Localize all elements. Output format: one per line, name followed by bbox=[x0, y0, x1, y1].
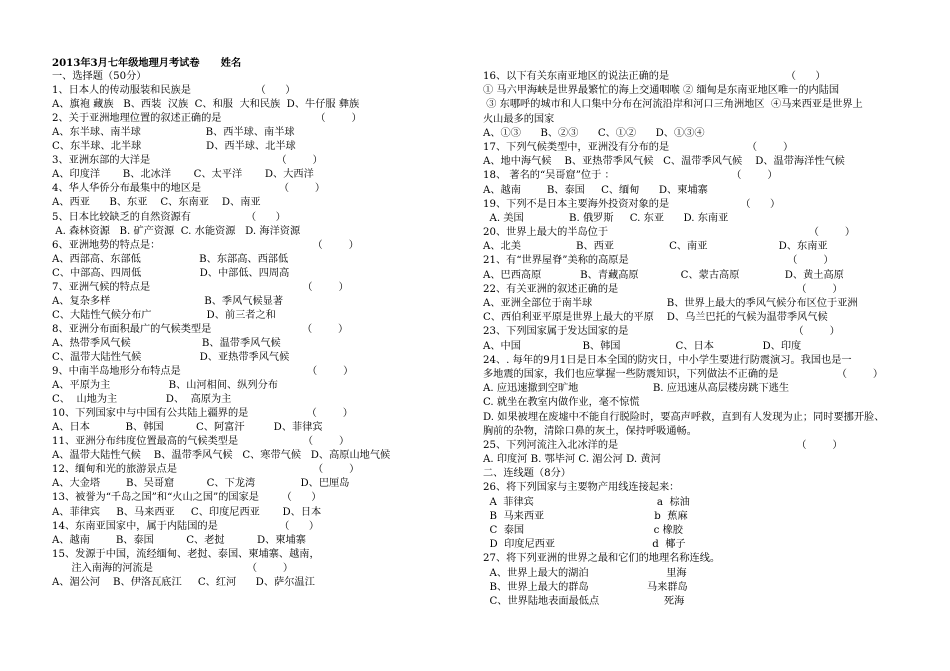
left-column-line: C、东半球、北半球 D、西半球、北半球 bbox=[52, 141, 296, 153]
right-column-line: 二、连线题（8分） bbox=[483, 468, 571, 480]
left-column-line: A、热带季风气候 B、温带季风气候 bbox=[52, 337, 281, 349]
left-column-line: A、湄公河 B、伊洛瓦底江 C、红河 D、萨尔温江 bbox=[52, 576, 315, 588]
left-column-line: A、越南 B、泰国 C、老挝 D、柬埔寨 bbox=[52, 534, 306, 546]
left-column-line: 6、亚洲地势的特点是： （ ） bbox=[52, 239, 359, 251]
left-column-line: 注入南海的河流是 （ ） bbox=[52, 562, 294, 574]
left-column-line: 7、亚洲气候的特点是 （ ） bbox=[52, 281, 349, 293]
left-column-line: A、菲律宾 B、马来西亚 C、印度尼西亚 D、日本 bbox=[52, 506, 322, 518]
left-column-line: 1、日本人的传动服装和民族是 （ ） bbox=[52, 85, 296, 97]
left-column-line: A、印度洋 B、北冰洋 C、太平洋 D、大西洋 bbox=[52, 169, 314, 181]
right-column-line: 22、有关亚洲的叙述正确的是 （ ） bbox=[483, 283, 843, 295]
right-column-line: 17、下列气候类型中，亚洲没有分布的是 （ ） bbox=[483, 141, 794, 153]
right-column-line: C. 就坐在教室内做作业，毫不惊慌 bbox=[483, 397, 640, 409]
left-column-line: 2013年3月七年级地理月考试卷 姓名 bbox=[52, 57, 242, 69]
left-column-line: A、旗袍 藏族 B、西装 汉族 C、和服 大和民族 D、牛仔服 彝族 bbox=[52, 99, 360, 111]
right-column-line: 24、. 每年的9月1日是日本全国的防灾日，中小学生要进行防震演习。我国也是一 bbox=[483, 354, 852, 366]
right-column-line: A 菲律宾 a 棕油 bbox=[483, 496, 690, 508]
left-column-line: 10、下列国家中与中国有公共陆上疆界的是 （ ） bbox=[52, 408, 353, 420]
left-column-line: A、西部高、东部低 B、东部高、西部低 bbox=[52, 253, 289, 265]
right-column-line: A、地中海气候 B、亚热带季风气候 C、温带季风气候 D、温带海洋性气候 bbox=[483, 156, 845, 168]
right-column-line: B 马来西亚 b 蕉麻 bbox=[483, 510, 688, 522]
right-column-line: C 泰国 c 橡胶 bbox=[483, 525, 683, 536]
right-column-line: C、世界陆地表面最低点 死海 bbox=[483, 595, 685, 607]
left-column-line: 11、亚洲分布纬度位置最高的气候类型是 （ ） bbox=[52, 436, 350, 448]
left-column-line: 9、中南半岛地形分布特点是 （ ） bbox=[52, 366, 354, 378]
right-column-line: 胸前的杂物，清除口鼻的灰土，保持呼吸通畅。 bbox=[483, 425, 697, 437]
right-column-line: 20、世界上最大的半岛位于 （ ） bbox=[483, 227, 856, 239]
left-column-line: C、中部高、四周低 D、中部低、四周高 bbox=[52, 267, 290, 279]
right-column-line: 27、将下列亚洲的世界之最和它们的地理名称连线。 bbox=[483, 553, 721, 565]
left-column-line: A、大金塔 B、吴哥窟 C、下龙湾 D、巴厘岛 bbox=[52, 478, 350, 490]
left-column-line: A、东半球、南半球 B、西半球、南半球 bbox=[52, 127, 295, 139]
left-column-line: A、复杂多样 B、季风气候显著 bbox=[52, 295, 284, 307]
left-column-line: A、西亚 B、东亚 C、东南亚 D、南亚 bbox=[52, 197, 261, 209]
right-column-line: ③ 东哪呼的城市和人口集中分布在河流沿岸和河口三角洲地区 ④马来西亚是世界上 bbox=[483, 99, 863, 111]
right-column-line: A. 应迅速撤到空旷地 B. 应迅速从高层楼房跳下逃生 bbox=[483, 383, 790, 395]
right-column-line: A、亚洲全部位于南半球 B、世界上最大的季风气候分布区位于亚洲 bbox=[483, 298, 858, 309]
right-column-line: A、巴西高原 B、青藏高原 C、蒙古高原 D、黄土高原 bbox=[483, 269, 844, 281]
left-column-line: C、温带大陆性气候 D、亚热带季风气候 bbox=[52, 351, 290, 363]
left-column-line: 8、亚洲分布面积最广的气候类型是 （ ） bbox=[52, 323, 349, 335]
right-column-line: A. 美国 B. 俄罗斯 C. 东亚 D. 东南亚 bbox=[483, 212, 729, 224]
left-column-line: A、温带大陆性气候 B、温带季风气候 C、寒带气候 D、高原山地气候 bbox=[52, 450, 391, 462]
left-column-line: 14、东南亚国家中，属于内陆国的是 （ ） bbox=[52, 520, 320, 532]
left-column-line: 2、关于亚洲地理位置的叙述正确的是 （ ） bbox=[52, 113, 362, 125]
right-column-line: 19、下列不是日本主要海外投资对象的是 （ ） bbox=[483, 198, 781, 210]
right-column-line: 25、下列河流注入北冰洋的是 （ ） bbox=[483, 439, 843, 451]
right-column-line: C、西伯利亚平原是世界上最大的平原 D、乌兰巴托的气候为温带季风气候 bbox=[483, 312, 828, 324]
right-column-line: A、北美 B、西亚 C、南亚 D、东南亚 bbox=[483, 241, 828, 253]
left-column-line: 4、华人华侨分布最集中的地区是 （ ） bbox=[52, 183, 326, 195]
right-column-line: 16、以下有关东南亚地区的说法正确的是 （ ） bbox=[483, 71, 826, 82]
right-column-line: ① 马六甲海峡是世界最繁忙的海上交通咽喉 ② 缅甸是东南亚地区唯一的内陆国 bbox=[483, 85, 840, 97]
right-column-line: A、世界上最大的湖泊 里海 bbox=[483, 567, 687, 579]
right-column-line: 18、 著名的“吴哥窟”位于 ： （ ） bbox=[483, 170, 778, 182]
left-column-line: 13、被誉为“千岛之国”和“火山之国”的国家是 （ ） bbox=[52, 492, 322, 504]
right-column-line: B、世界上最大的群岛 马来群岛 bbox=[483, 581, 688, 593]
left-column-line: 一、选择题（50分） bbox=[52, 71, 147, 83]
left-column bbox=[52, 56, 462, 590]
right-column bbox=[483, 70, 923, 609]
right-column-line: A、①③ B、②③ C、①② D、①③④ bbox=[483, 127, 705, 139]
left-column-line: 12、缅甸和光的旅游景点是 （ ） bbox=[52, 464, 360, 476]
left-column-line: C、大陆性气候分布广 D、前三者之和 bbox=[52, 309, 276, 321]
left-column-line: A. 森林资源 B. 矿产资源 C. 水能资源 D. 海洋资源 bbox=[52, 225, 301, 237]
right-column-line: D 印度尼西亚 d 椰子 bbox=[483, 539, 686, 551]
right-column-line: 21、有“世界屋脊”美称的高原是 （ ） bbox=[483, 255, 834, 267]
right-column-line: A. 印度河 B. 鄂毕河 C. 湄公河 D. 黄河 bbox=[483, 454, 661, 466]
left-column-line: 3、亚洲东部的大洋是 （ ） bbox=[52, 155, 323, 167]
left-column-line: 5、日本比较缺乏的自然资源有 （ ） bbox=[52, 211, 286, 223]
right-column-line: D. 如果被埋在废墟中不能自行脱险时，要高声呼救，直到有人发现为止；同时要挪开脸、 bbox=[483, 411, 885, 423]
right-column-line: 23、下列国家属于发达国家的是 （ ） bbox=[483, 326, 840, 338]
left-column-line: C、 山地为主 D、 高原为主 bbox=[52, 394, 232, 406]
left-column-line: A、日本 B、韩国 C、阿富汗 D、菲律宾 bbox=[52, 422, 323, 434]
right-column-line: A、中国 B、韩国 C、日本 D、印度 bbox=[483, 340, 802, 352]
right-column-line: 26、将下列国家与主要物产用线连接起来： bbox=[483, 482, 680, 494]
left-column-line: A、平原为主 B、山河相间、纵列分布 bbox=[52, 380, 278, 392]
right-column-line: 多地震的国家，我们也应掌握一些防震知识，下列做法不正确的是 （ ） bbox=[483, 368, 884, 380]
right-column-line: A、越南 B、泰国 C、缅甸 D、柬埔寨 bbox=[483, 184, 708, 196]
left-column-line: 15、发源于中国，流经缅甸、老挝、泰国、柬埔寨、越南， bbox=[52, 548, 320, 560]
right-column-line: 火山最多的国家 bbox=[483, 113, 555, 125]
